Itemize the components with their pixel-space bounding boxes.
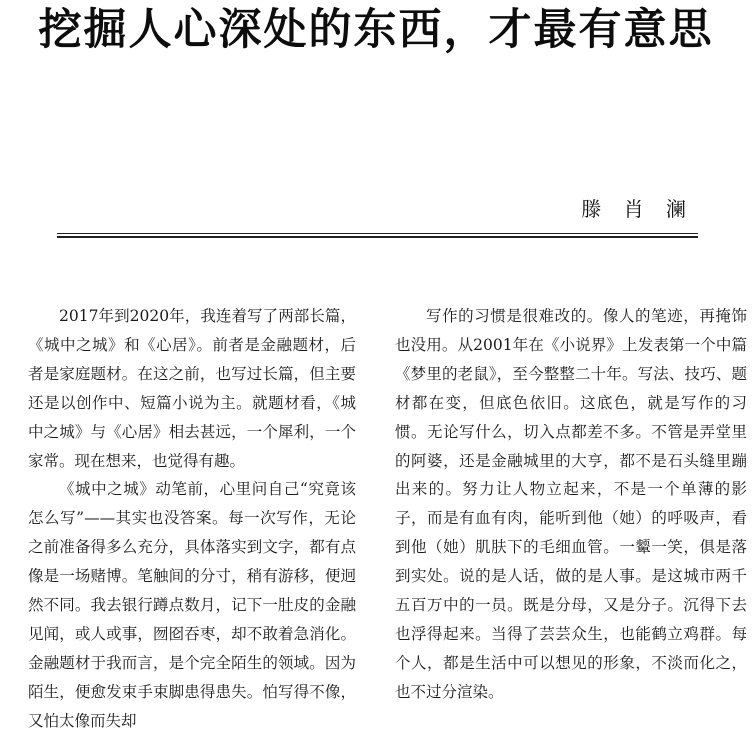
article-title: 挖掘人心深处的东西，才最有意思 (38, 5, 714, 55)
body-column-right (395, 302, 747, 707)
title-divider-thin (57, 233, 698, 234)
paragraph: 2017年到2020年，我连着写了两部长篇，《城中之城》和《心居》。前者是金融题材，后者是家庭题材。在这之前，也写过长篇，但主要还是以创作中、短篇小说为主。就题材看，《城中之城》与《心居》相去甚远，一个犀利，一个家常。现在想来，也觉得有趣。 (28, 307, 356, 470)
article-author: 滕 肖 澜 (581, 197, 694, 221)
paragraph: 写作的习惯是很难改的。像人的笔迹，再掩饰也没用。从2001年在《小说界》上发表第一个中篇《梦里的老鼠》，至今整整二十年。写法、技巧、题材都在变，但底色依旧。这底色，就是写作的习惯。无论写什么，切入点都差不多。不管是弄堂里的阿婆，还是金融城里的大亨，都不是石头缝里蹦出来的。努力让人物立起来，不是一个单薄的影子，而是有血有肉，能听到他（她）的呼吸声，看到他（她）肌肤下的毛细血管。一颦一笑，俱是落到实处。说的是人话，做的是人事。是这城市两千五百万中的一员。既是分母，又是分子。沉得下去也浮得起来。当得了芸芸众生，也能鹤立鸡群。每个人，都是生活中可以想见的形象，不淡而化之，也不过分渲染。 (395, 307, 747, 701)
body-column-left (28, 302, 356, 736)
paragraph: 《城中之城》动笔前，心里问自己“究竟该怎么写”——其实也没答案。每一次写作，无论之前准备得多么充分，具体落实到文字，都有点像是一场赌博。笔触间的分寸，稍有游移，便迥然不同。我去银行蹲点数月，记下一肚皮的金融见闻，或人或事，囫囵吞枣，却不敢着急消化。金融题材于我而言，是个完全陌生的领域。因为陌生，便愈发束手束脚患得患失。怕写得不像，又怕太像而失却 (28, 480, 356, 730)
title-divider-thick (57, 236, 698, 238)
